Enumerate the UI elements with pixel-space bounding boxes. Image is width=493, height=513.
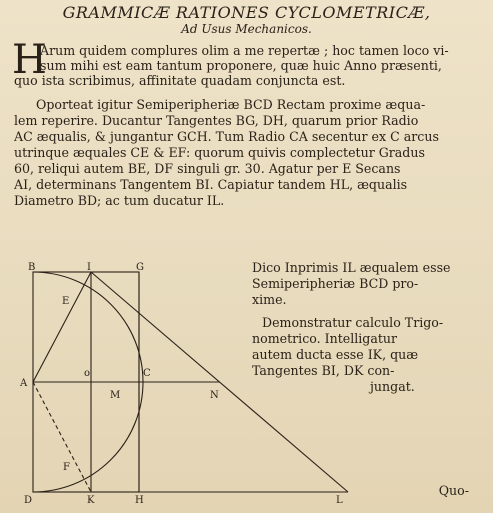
side-line: Demonstratur calculo Trigo- bbox=[262, 315, 444, 330]
paragraph-line: utrinque æquales CE & EF: quorum quivis complectetur Gradus bbox=[14, 145, 425, 160]
label-N: N bbox=[210, 390, 219, 401]
side-line: autem ducta esse IK, quæ bbox=[252, 347, 419, 362]
label-D: D bbox=[24, 495, 33, 506]
side-line: xime. bbox=[252, 292, 287, 307]
label-o: o bbox=[84, 368, 91, 379]
drop-cap: H bbox=[12, 37, 47, 83]
paragraph-line: AI, determinans Tangentem BI. Capiatur tandem HL, æqualis bbox=[14, 177, 408, 192]
line-AK-dashed bbox=[33, 382, 91, 492]
side-line: Dico Inprimis IL æqualem esse bbox=[252, 260, 451, 275]
intro-line: Arum quidem complures olim a me repertæ ; hoc tamen loco vi- bbox=[40, 43, 449, 58]
label-M: M bbox=[110, 390, 121, 401]
side-line: Semiperipheriæ BCD pro- bbox=[252, 276, 419, 291]
paragraph-line: Oporteat igitur Semiperipheriæ BCD Rectam proxime æqua- bbox=[36, 97, 426, 112]
label-K: K bbox=[87, 495, 95, 506]
line-AI bbox=[33, 272, 91, 382]
page-subtitle: Ad Usus Mechanicos. bbox=[181, 22, 312, 36]
paragraph-line: lem reperire. Ducantur Tangentes BG, DH, quarum prior Radio bbox=[14, 113, 419, 128]
side-line: Tangentes BI, DK con- bbox=[252, 363, 395, 378]
intro-line: sum mihi est eam tantum proponere, quæ huic Anno præsenti, bbox=[40, 58, 442, 73]
intro-line: quo ista scribimus, affinitate quadam conjuncta est. bbox=[14, 73, 346, 88]
page-title: GRAMMICÆ RATIONES CYCLOMETRICÆ, bbox=[62, 3, 431, 22]
label-B: B bbox=[28, 262, 36, 273]
label-I: I bbox=[87, 262, 91, 273]
side-line: jungat. bbox=[370, 379, 415, 394]
label-H: H bbox=[135, 495, 144, 506]
label-A: A bbox=[20, 378, 28, 389]
paragraph-line: 60, reliqui autem BE, DF singuli gr. 30. Agatur per E Secans bbox=[14, 161, 401, 176]
label-C: C bbox=[143, 368, 151, 379]
paragraph-line: Diametro BD; ac tum ducatur IL. bbox=[14, 193, 225, 208]
side-line: nometrico. Intelligatur bbox=[252, 331, 398, 346]
label-G: G bbox=[136, 262, 144, 273]
label-F: F bbox=[63, 462, 70, 473]
label-L: L bbox=[336, 495, 343, 506]
label-E: E bbox=[62, 296, 70, 307]
paragraph-line: AC æqualis, & jungantur GCH. Tum Radio CA secentur ex C arcus bbox=[14, 129, 439, 144]
catchword: Quo- bbox=[438, 483, 469, 498]
